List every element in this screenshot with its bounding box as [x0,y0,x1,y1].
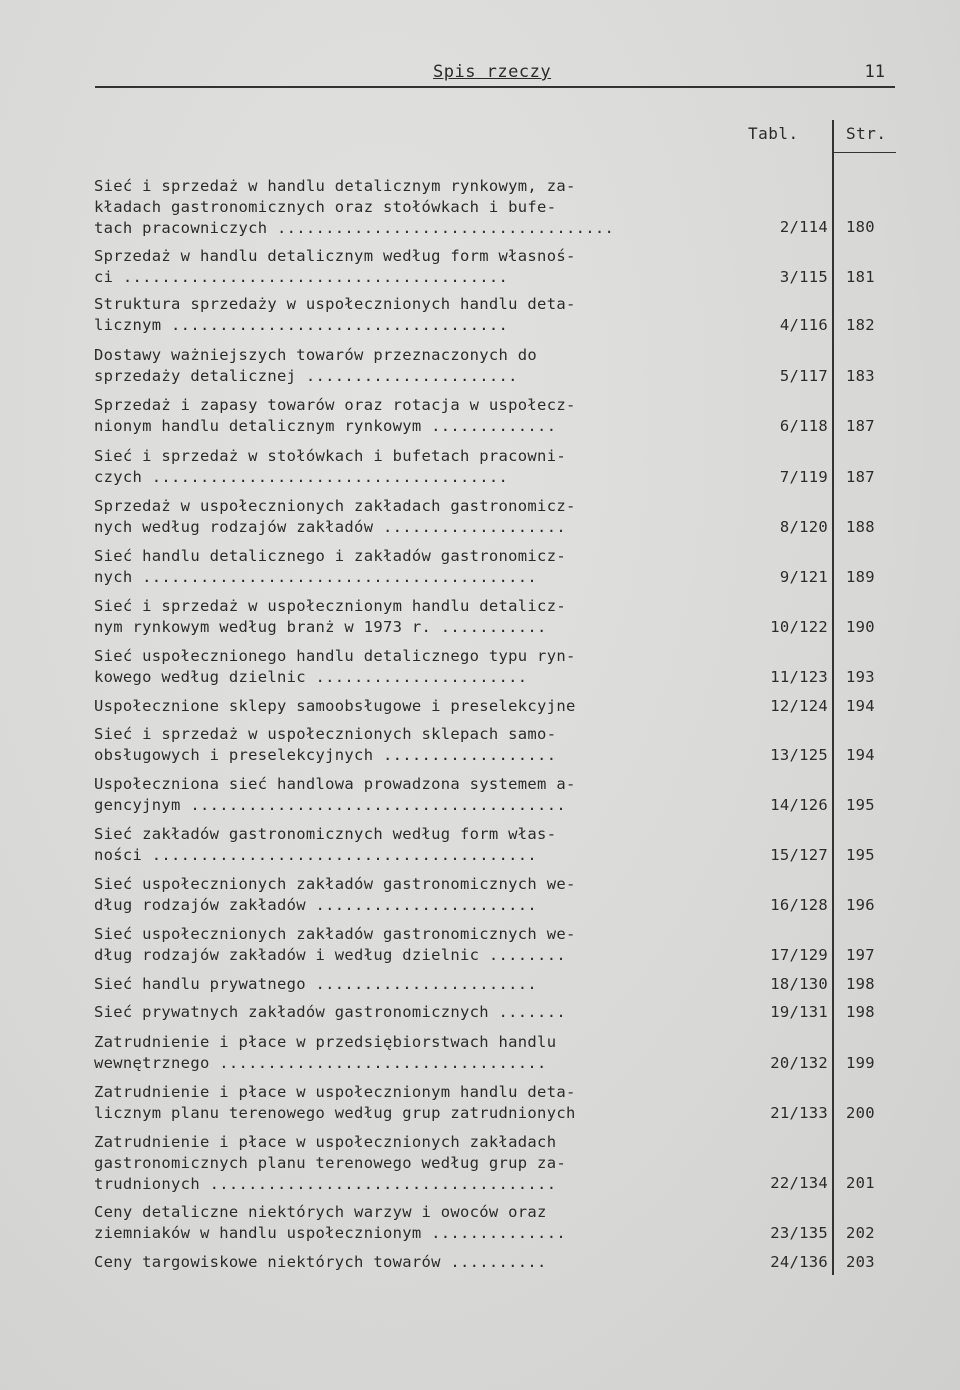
entry-title: Sieć i sprzedaż w uspołecznionych sklepach samo- obsługowych i preselekcyjnych .................. [94,725,557,764]
entry-table-number: 19/131 [770,1003,828,1021]
entry-table-number: 12/124 [770,697,828,715]
column-header-str: Str. [846,124,887,143]
entry-title: Sieć i sprzedaż w stołówkach i bufetach pracowni- czych ..................................... [94,447,566,486]
entry-table-number: 17/129 [770,946,828,964]
entry-title: Zatrudnienie i płace w przedsiębiorstwach handlu wewnętrznego .................................. [94,1033,557,1072]
entry-page-number: 187 [846,417,875,435]
entry-title: Sprzedaż i zapasy towarów oraz rotacja w uspołecz- nionym handlu detalicznym rynkowym ............. [94,396,576,435]
entry-table-number: 9/121 [779,568,828,586]
page-title: Spis rzeczy [433,62,552,82]
entry-table-number: 7/119 [779,468,828,486]
entry-page-number: 187 [846,468,875,486]
entry-title: Zatrudnienie i płace w uspołecznionym handlu deta- licznym planu terenowego według grup zatrudnionych [94,1083,576,1122]
entry-table-number: 24/136 [770,1253,828,1271]
entry-title: Sieć handlu detalicznego i zakładów gastronomicz- nych ......................................... [94,547,566,586]
entry-title: Sieć uspołecznionego handlu detalicznego typu ryn- kowego według dzielnic ...................... [94,647,576,686]
entry-table-number: 5/117 [779,367,828,385]
entry-title: Sieć prywatnych zakładów gastronomicznych ....... [94,1003,566,1021]
entry-table-number: 10/122 [770,618,828,636]
entry-title: Sprzedaż w uspołecznionych zakładach gastronomicz- nych według rodzajów zakładów ................... [94,497,576,536]
entry-title: Ceny targowiskowe niektórych towarów .......... [94,1253,547,1271]
entry-title: Sieć handlu prywatnego ....................... [94,975,538,993]
entry-title: Sieć uspołecznionych zakładów gastronomicznych we- dług rodzajów zakładów ....................... [94,875,576,914]
entry-page-number: 199 [846,1054,875,1072]
entry-title: Sieć i sprzedaż w uspołecznionym handlu detalicz- nym rynkowym według branż w 1973 r. ........... [94,597,566,636]
entry-page-number: 198 [846,975,875,993]
entry-page-number: 197 [846,946,875,964]
page-number: 11 [864,62,885,82]
entry-page-number: 190 [846,618,875,636]
entry-table-number: 21/133 [770,1104,828,1122]
entry-page-number: 203 [846,1253,875,1271]
entry-title: Uspołeczniona sieć handlowa prowadzona systemem a- gencyjnym ....................................... [94,775,576,814]
entry-table-number: 23/135 [770,1224,828,1242]
entry-page-number: 202 [846,1224,875,1242]
entry-title: Struktura sprzedaży w uspołecznionych handlu deta- licznym ................................... [94,295,576,334]
entry-table-number: 4/116 [779,316,828,334]
entry-page-number: 198 [846,1003,875,1021]
entry-page-number: 181 [846,268,875,286]
entry-title: Sieć i sprzedaż w handlu detalicznym rynkowym, za- kładach gastronomicznych oraz stołówkach i bufe- tach pracowniczych ................................... [94,177,615,237]
entry-title: Sieć zakładów gastronomicznych według form włas- ności ........................................ [94,825,557,864]
entry-page-number: 188 [846,518,875,536]
entry-title: Zatrudnienie i płace w uspołecznionych zakładach gastronomicznych planu terenowego według grup za- trudnionych .................................... [94,1133,566,1193]
entry-title: Sieć uspołecznionych zakładów gastronomicznych we- dług rodzajów zakładów i według dzielnic ........ [94,925,576,964]
entry-table-number: 14/126 [770,796,828,814]
entry-page-number: 193 [846,668,875,686]
entry-table-number: 15/127 [770,846,828,864]
entry-page-number: 183 [846,367,875,385]
entry-table-number: 20/132 [770,1054,828,1072]
entry-page-number: 189 [846,568,875,586]
entry-table-number: 2/114 [779,218,828,236]
entry-title: Sprzedaż w handlu detalicznym według form własnoś- ci ........................................ [94,247,576,286]
column-header-tabl: Tabl. [748,124,799,143]
entry-table-number: 16/128 [770,896,828,914]
entry-page-number: 195 [846,846,875,864]
entry-page-number: 182 [846,316,875,334]
entry-table-number: 3/115 [779,268,828,286]
entry-table-number: 6/118 [779,417,828,435]
entry-table-number: 8/120 [779,518,828,536]
entry-title: Uspołecznione sklepy samoobsługowe i preselekcyjne [94,697,576,715]
entry-page-number: 194 [846,746,875,764]
entry-page-number: 196 [846,896,875,914]
entry-title: Ceny detaliczne niektórych warzyw i owoców oraz ziemniaków w handlu uspołecznionym .............. [94,1203,566,1242]
entry-table-number: 11/123 [770,668,828,686]
entry-page-number: 180 [846,218,875,236]
entry-page-number: 201 [846,1174,875,1192]
entry-title: Dostawy ważniejszych towarów przeznaczonych do sprzedaży detalicznej ...................... [94,346,538,385]
entry-page-number: 194 [846,697,875,715]
entry-page-number: 200 [846,1104,875,1122]
entry-table-number: 18/130 [770,975,828,993]
entry-table-number: 13/125 [770,746,828,764]
entry-page-number: 195 [846,796,875,814]
entry-table-number: 22/134 [770,1174,828,1192]
